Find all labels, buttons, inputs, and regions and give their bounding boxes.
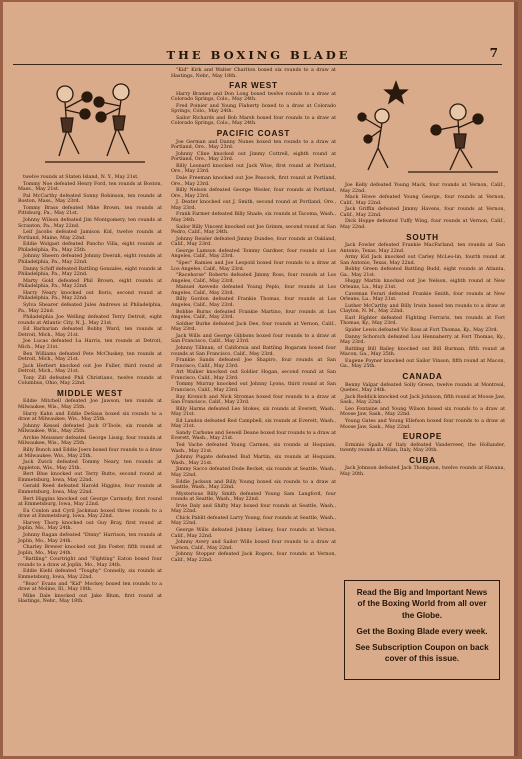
result-item: Benny Valgar defeated Solly Green, twelve rounds at Montreal, Quebec, May 24th. [340,382,505,394]
result-item: Leif Jacobs defeated Jamison Kid, twelve rounds at Portland, Maine, May 22nd. [18,230,162,241]
result-item: Tommy Noe defeated Henry Ford, ten rounds at Boston, Mass., May 21st. [18,181,162,193]
result-item: Joe German and Danny Nunes boxed ten rounds to a draw at Portland, Ore., May 23rd. [171,139,336,151]
result-item: Jack Zwich defeated Tommy Neary, ten rounds at Appleton, Wis., May 25th. [18,460,162,471]
result-item: Dick Hoppe defeated Tuffy Wing, four rounds at Vernon, Calif., May 22nd. [340,219,505,230]
result-item: Billy Gordon defeated Frankie Thomas, four rounds at Los Angeles, Calif., May 23rd. [171,297,336,308]
result-item: Mysterious Billy Smith defeated Young Sam Langford, four rounds at Seattle, Wash., May 22nd. [171,491,336,503]
boxers-cartoon-left [25,72,161,174]
result-item: Dale Freeman knocked out Joe Peacock, first round at Portland, Ore., May 23rd. [171,175,336,187]
result-item: Fred Poinier and Young Flaherty boxed to a draw at Colorado Springs, Colo., May 24th. [171,103,336,115]
result-item: Jack Fowler defeated Frankie MacFarland, ten rounds at San Antonio, Texas, May 22nd. [340,243,505,254]
result-item: Ed Landon defeated Red Campbell, six rounds at Everett, Wash., May 21st. [171,418,336,430]
result-item: Chick Pablit defeated Larry Young, four rounds at Seattle, Wash., May 22nd. [171,515,336,527]
section-heading-europe: EUROPE [402,432,443,442]
magazine-page [3,2,518,756]
page-number: 7 [489,46,498,60]
result-item: Frank Farmer defeated Billy Shade, six rounds at Tacoma, Wash., May 24th. [171,212,336,223]
result-item: Bert Blue knocked out Terry Butte, second round at Emmetsburg, Iowa, May 22nd. [18,472,162,483]
section-heading-pacific-coast: PACIFIC COAST [216,129,291,139]
result-item: "Spec" Ramies and Joe Leopold boxed four rounds to a draw at Los Angeles, Calif., May 23rd. [171,260,336,272]
result-item: Ben Williams defeated Pete McCluskey, ten rounds at Detroit, Mich., May 21st. [18,351,162,363]
result-item: Johnny Tillman, of California and Battling Bogaram boxed four rounds at San Francisco, Calif., May 23rd. [171,345,336,357]
result-item: "Bozo" Evans and "Kid" Mockey boxed ten rounds to a draw at Moline, Ill., May 18th. [18,581,162,593]
result-item: George Wills defeated Johnny Lehney, four rounds at Vernon, Calif., May 22nd. [171,528,336,539]
result-item: Johnny Cline knocked out Jimmy Cottrell, eighth round at Portland, Ore., May 23rd. [171,151,336,163]
result-item: Jack Griffin defeated Jimmy Havens, four rounds at Vernon, Calif., May 22nd. [340,207,505,218]
result-item: Johnny Avery and Sailor Wills boxed four rounds to a draw at Vernon, Calif., May 22nd. [171,540,336,551]
result-item: Frankie Sands defeated Joe Shapiro, four rounds at San Francisco, Calif., May 23rd. [171,358,336,369]
result-item: "Racehorse" Roberts defeated Jimmy Ross, four rounds at Los Angeles, Calif., May 23rd. [171,273,336,284]
subscription-ad-box [344,580,500,680]
column-middle [171,68,336,564]
result-item: Marty Gold defeated Phil Brown, eight rounds at Philadelphia, Pa., May 22nd. [18,278,162,290]
result-item: Billy Leonard knocked out Jack Wise, first round at Portland, Ore., May 23rd. [171,163,336,175]
result-item: Eugene Poyner knocked out Sailor Vinson, fifth round at Macon, Ga., May 25th. [340,358,505,370]
result-item: Eddie Wolgast defeated Pancho Villa, eight rounds at Philadelphia, Pa., May 25th. [18,242,162,253]
result-item: Soldier Burke defeated Jack Dee, four rounds at Vernon, Calif., May 23rd. [171,321,336,333]
result-item: Army Kid Jack knocked out Carley McLeo-lin, fourth round at San Antonio, Texas, May 22nd. [340,255,505,266]
result-item: Luther McCarthy and Billy Irwin boxed ten rounds to a draw at Clayton, N. M., May 22nd. [340,303,505,315]
result-item: "Kid" Kirk and Walter Charlton boxed six rounds to a draw at Hastings, Nebr., May 18th. [171,68,336,79]
ad-line-get-blade: Get the Boxing Blade every week. [356,626,488,636]
result-item: twelve rounds at Staten Island, N. Y., May 21st. [23,175,139,180]
result-item: Caveman Ferari defeated Frankie Smith, four rounds at New Orleans, La., May 21st. [340,291,505,303]
result-item: Eddie Jackson and Billy Young boxed six rounds to a draw at Seattle, Wash., May 22nd. [171,479,336,491]
result-item: Huggy Martin knocked out Joe Nelson, eighth round at New Orleans, La., May 21st. [340,279,505,291]
result-item: Harry Neary knocked out Boris, second round at Philadelphia, Pa., May 22nd. [18,290,162,302]
result-item: Earl Righter defeated Fighting Ferraris, ten rounds at Fort Thomas, Ky., May 23rd. [340,315,505,327]
result-item: Johnny Wilson defeated Jim Montgomery, ten rounds at Scranton, Pa., May 22nd. [18,218,162,229]
ad-line-coupon: See Subscription Coupon on back cover of this issue. [355,643,489,664]
result-item: "Battling" Courtright and "Fighting" Eaton boxed four rounds to a draw at Joplin, Mo., May 24th. [18,557,162,568]
result-item: Ray Kronich and Nick Stromas boxed four rounds to a draw at San Francisco, Calif., May 23rd. [171,394,336,406]
section-heading-middle-west: MIDDLE WEST [56,388,124,398]
result-item: Leo Fontaine and Young Wilson boxed six rounds to a draw at Moose Jaw, Sask., May 22nd. [340,406,505,418]
column-left [18,175,162,606]
result-item: Harvey Thorp knocked out Guy Bray, first round at Joplin, Mo., May 24th. [18,520,162,532]
result-item: Erminio Spalla of Italy defeated Vanderveer, the Hollander, twenty rounds at Milan, Italy, May 20th. [340,442,505,454]
result-item: Joe Lucas defeated Lu Harris, ten rounds at Detroit, Mich., May 21st. [18,339,162,350]
result-item: Battling Bill Bailey knocked out Bill Burman, fifth round at Macon, Ga., May 25th. [340,346,505,358]
result-item: Johnny Sheern defeated Johnny Doerah, eight rounds at Philadelphia, Pa., May 22nd. [18,254,162,265]
result-item: Tommy Murray knocked out Johnny Lyons, third round at San Francisco, Calif., May 23rd. [171,382,336,393]
result-item: Art Walker knocked out Soldier Hogan, second round at San Francisco, Calif., May 23rd. [171,370,336,381]
result-item: Billy Nelson defeated George Wesler, four rounds at Portland, Ore., May 23rd. [171,188,336,199]
result-item: Eddie Kiehl defeated "Toughy" Connelly, six rounds at Emmetsburg, Iowa, May 22nd. [18,569,162,580]
result-item: Charley Brewer knocked out Jim Foster, fifth round at Joplin, Mo., May 24th. [18,545,162,556]
result-item: Eddie Mitchell defeated Joe Jawson, ten rounds at Milwaukee, Wis., May 25th. [18,399,162,411]
result-item: Gerald Reed defeated Harold Higgins, four rounds at Emmetsburg, Iowa, May 22nd. [18,484,162,496]
section-heading-south: SOUTH [406,232,439,242]
result-item: Harry Kahn and Eddie DeSaus boxed six rounds to a draw at Milwaukee, Wis., May 25th. [18,411,162,423]
result-item: Johnny Ragan defeated "Dinny" Harrison, ten rounds at Joplin, Mo., May 24th. [18,533,162,544]
header-rule [13,64,502,65]
result-item: Jack Herbert knocked out Joe Fuller, third round at Detroit, Mich., May 21st. [18,363,162,375]
section-heading-canada: CANADA [402,372,443,382]
result-item: Johnny Reisler defeated Jimmy Dundee, four rounds at Oakland, Calif., May 23rd. [171,236,336,248]
result-item: Jack Johnson defeated Jack Thompson, twelve rounds at Havana, May 20th. [340,466,505,477]
result-item: Mike Dale knocked out Jake Blum, first round at Hastings, Nebr., May 18th. [18,593,162,605]
boxers-cartoon-right [348,72,500,176]
result-item: Bert Higgins knocked out George Carmody, first round at Emmetsburg, Iowa, May 22nd. [18,496,162,508]
result-item: Tommy Brass defeated Mike Brown, ten rounds at Pittsburg, Pa., May 21st. [18,205,162,217]
result-item: Jack Wills and George Gibbons boxed four rounds to a draw at San Francisco, Calif., May 23rd. [171,333,336,345]
result-item: Spider Lewis defeated Vic Ross at Fort Thomas, Ky., May 23rd. [345,328,499,334]
result-item: Tony Zill defeated Phil Christiano, twelve rounds at Columbus, Ohio, May 22nd. [18,375,162,387]
result-item: George Lamson defeated Tommy Gardner, four rounds at Los Angeles, Calif., May 23rd. [171,248,336,260]
result-item: Ed Barbarian defeated Bobby Ward, ten rounds at Detroit, Mich., May 21st. [18,327,162,338]
result-item: Johnny Pugate defeated Bud Martin, six rounds at Hoquiam, Wash., May 21st. [171,455,336,466]
result-item: Danny Schorsch defeated Lou Hennaberry at Fort Thomas, Ky., May 23rd. [340,334,505,346]
result-item: Pal McCarthy defeated Sonny Robinson, ten rounds at Boston, Mass., May 23rd. [18,193,162,205]
result-item: Jack Reddick knocked out Jack Johnson, fifth round at Moose Jaw, Sask., May 22nd. [340,394,506,406]
result-item: Sandy Carbone and Sewell Deane boxed four rounds to a draw at Everett, Wash., May 21st. [171,430,336,442]
result-item: Bobbie Burns defeated Frankie Martino, four rounds at Los Angeles, Calif., May 23rd. [171,309,336,321]
result-item: Sylva Shearer defeated Jules Andrews at Philadelphia, Pa., May 22nd. [18,303,162,314]
column-right [340,183,505,478]
section-heading-far-west: FAR WEST [229,81,278,91]
result-item: Johnny Kessel defeated Jack O'Toole, six rounds at Milwaukee, Wis., May 25th. [18,423,162,435]
result-item: Sailor Billy Vincent knocked out Joe Grimm, second round at San Pedro, Calif., May 24th. [171,224,336,236]
result-item: Bobby Green defeated Battling Budd, eight rounds at Atlanta, Ga., May 21st. [340,267,505,278]
ad-line-news: Read the Big and Important News of the Boxing World from all over the Globe. [356,588,488,620]
result-item: Irvie Daly and Shifty May boxed four rounds at Seattle, Wash., May 22nd. [171,503,336,515]
section-heading-cuba: CUBA [409,455,436,465]
result-item: Young Gates and Young Ellefson boxed four rounds to a draw at Moose Jaw, Sask., May 22nd. [340,418,505,430]
result-item: Manuel Azevedo defeated Young Peplo, four rounds at Los Angeles, Calif., May 23rd. [171,285,336,296]
result-item: Philadelphia Joe Welling defeated Terry Detroit, eight rounds at Atlantic City, N. J., May 21st. [18,315,162,326]
result-item: Archie Meissner defeated George Lissig, four rounds at Milwaukee, Wis., May 25th. [18,435,162,447]
result-item: Mack Howe defeated Young George, four rounds at Vernon, Calif., May 22nd. [340,195,505,206]
result-item: J. Dexter knocked out J. Smith, second round at Portland, Ore., May 23rd. [171,200,336,211]
result-item: Danny Schiff defeated Battling Gonzales, eight rounds at Philadelphia, Pa., May 22nd. [18,266,162,278]
result-item: Jimmy Sacco defeated Dode Becket, six rounds at Seattle, Wash., May 22nd. [171,467,336,478]
result-item: Harry Bramer and Don Long boxed twelve rounds to a draw at Colorado Springs, Colo., May 24th. [171,91,336,103]
result-item: Billy Harms defeated Leo Stokes, six rounds at Everett, Wash., May 21st. [171,406,336,418]
result-item: Joe Kelly defeated Young Mack, four rounds at Vernon, Calif., May 22nd. [340,183,505,194]
result-item: Eu Conlon and Cyril Jackman boxed three rounds to a draw at Emmetsburg, Iowa, May 22nd. [18,508,162,520]
result-item: Johnny Stopper defeated Jack Rogers, four rounds at Vernon, Calif., May 22nd. [171,552,336,563]
page-header-title: THE BOXING BLADE [166,48,351,62]
result-item: Ted Vache defeated Young Carmen, six rounds at Hoquiam, Wash., May 21st. [171,443,336,454]
result-item: Sailor Richards and Bob Marsh boxed four rounds to a draw at Colorado Springs, Colo., May 24th. [171,115,336,127]
result-item: Billy Bunch and Eddie Joers boxed four rounds to a draw at Milwaukee, Wis., May 25th. [18,448,162,459]
